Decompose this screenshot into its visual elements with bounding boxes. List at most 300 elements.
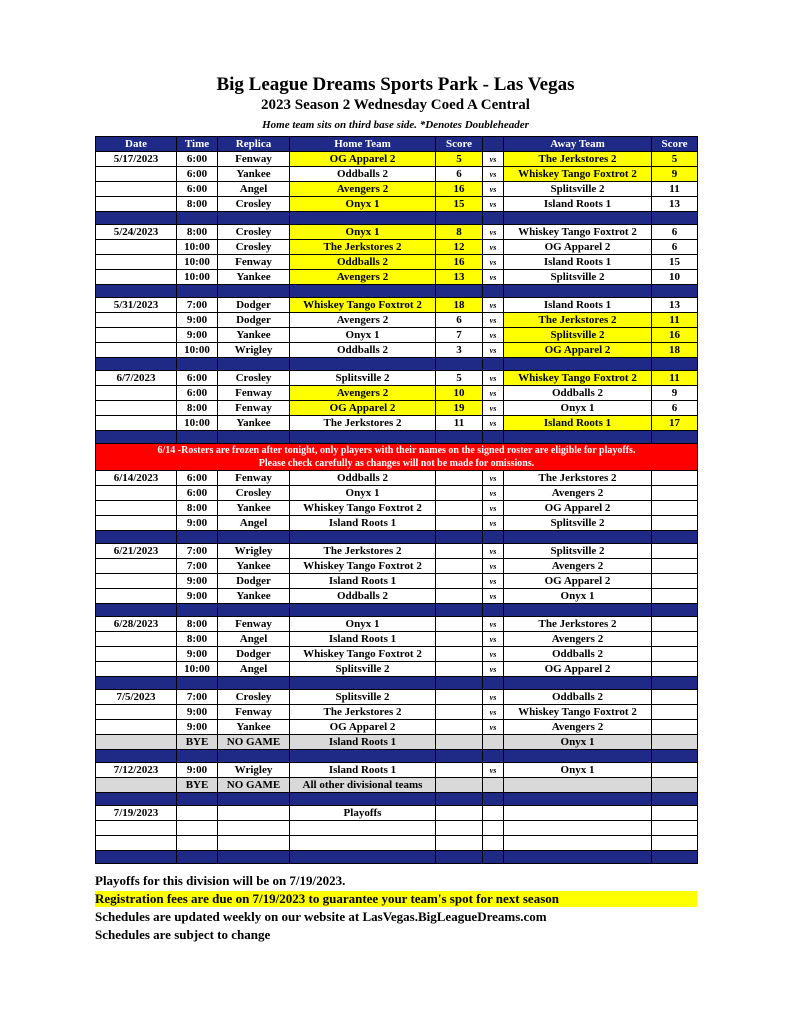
away-team: OG Apparel 2	[504, 343, 652, 358]
game-time: 8:00	[177, 225, 218, 240]
home-score	[436, 690, 483, 705]
separator-cell	[504, 212, 652, 225]
game-row	[96, 501, 698, 516]
game-time: 7:00	[177, 690, 218, 705]
vs-label: vs	[483, 589, 504, 604]
page-subtitle: 2023 Season 2 Wednesday Coed A Central	[261, 97, 530, 113]
empty-cell	[290, 821, 436, 836]
separator-cell	[504, 285, 652, 298]
home-team: Whiskey Tango Foxtrot 2	[290, 298, 436, 313]
vs-label: vs	[483, 401, 504, 416]
vs-label: vs	[483, 225, 504, 240]
away-team: The Jerkstores 2	[504, 617, 652, 632]
away-team: Whiskey Tango Foxtrot 2	[504, 705, 652, 720]
separator-cell	[652, 212, 698, 225]
home-team: Splitsville 2	[290, 662, 436, 677]
home-score: 7	[436, 328, 483, 343]
game-row	[96, 763, 698, 778]
away-team: Splitsville 2	[504, 328, 652, 343]
home-score: 5	[436, 371, 483, 386]
separator-cell	[504, 750, 652, 763]
game-row	[96, 416, 698, 431]
empty-cell	[504, 806, 652, 821]
game-row	[96, 371, 698, 386]
home-team: Oddballs 2	[290, 471, 436, 486]
game-date	[96, 662, 177, 677]
game-replica: Angel	[218, 632, 290, 647]
home-team: OG Apparel 2	[290, 401, 436, 416]
separator-cell	[177, 793, 218, 806]
vs-label: vs	[483, 240, 504, 255]
week-separator	[96, 851, 698, 864]
separator-cell	[483, 358, 504, 371]
away-score: 16	[652, 328, 698, 343]
empty-cell	[652, 836, 698, 851]
game-date	[96, 705, 177, 720]
game-date	[96, 343, 177, 358]
game-replica: Wrigley	[218, 763, 290, 778]
game-date	[96, 401, 177, 416]
game-time: 9:00	[177, 574, 218, 589]
bye-home-team: Island Roots 1	[290, 735, 436, 750]
away-score	[652, 574, 698, 589]
home-team: OG Apparel 2	[290, 152, 436, 167]
game-date	[96, 501, 177, 516]
game-date	[96, 386, 177, 401]
separator-cell	[483, 677, 504, 690]
empty-cell	[436, 836, 483, 851]
game-replica: Dodger	[218, 574, 290, 589]
game-date	[96, 197, 177, 212]
vs-label: vs	[483, 471, 504, 486]
home-score	[436, 647, 483, 662]
week-separator	[96, 604, 698, 617]
home-score	[436, 544, 483, 559]
game-date	[96, 486, 177, 501]
vs-label: vs	[483, 690, 504, 705]
home-score: 15	[436, 197, 483, 212]
game-date: 7/19/2023	[96, 806, 177, 821]
separator-cell	[177, 604, 218, 617]
game-replica: Wrigley	[218, 544, 290, 559]
away-score: 6	[652, 240, 698, 255]
game-replica: Dodger	[218, 298, 290, 313]
game-time: 10:00	[177, 343, 218, 358]
separator-cell	[96, 212, 177, 225]
vs-label: vs	[483, 416, 504, 431]
separator-cell	[177, 677, 218, 690]
page-note: Home team sits on third base side. *Denotes Doubleheader	[262, 119, 529, 131]
away-score: 13	[652, 197, 698, 212]
game-replica: Fenway	[218, 255, 290, 270]
separator-cell	[96, 285, 177, 298]
separator-cell	[218, 793, 290, 806]
vs-label: vs	[483, 313, 504, 328]
empty-cell	[177, 836, 218, 851]
game-date: 5/31/2023	[96, 298, 177, 313]
game-date: 6/7/2023	[96, 371, 177, 386]
bye-row	[96, 735, 698, 750]
home-team: Oddballs 2	[290, 167, 436, 182]
notice-line-1: 6/14 -Rosters are frozen after tonight, only players with their names on the signed roster are eligible for playoffs.	[157, 445, 636, 456]
game-time: 8:00	[177, 401, 218, 416]
home-score: 16	[436, 182, 483, 197]
game-time: 9:00	[177, 720, 218, 735]
game-time: 9:00	[177, 647, 218, 662]
game-date	[96, 574, 177, 589]
separator-cell	[436, 531, 483, 544]
game-date	[96, 735, 177, 750]
game-replica: Fenway	[218, 705, 290, 720]
empty-cell	[436, 778, 483, 793]
home-score	[436, 559, 483, 574]
game-replica: Crosley	[218, 486, 290, 501]
home-score	[436, 574, 483, 589]
away-team: Island Roots 1	[504, 298, 652, 313]
separator-cell	[652, 604, 698, 617]
game-row	[96, 705, 698, 720]
home-team: The Jerkstores 2	[290, 544, 436, 559]
home-team: Island Roots 1	[290, 574, 436, 589]
game-time: 8:00	[177, 632, 218, 647]
game-replica: Fenway	[218, 471, 290, 486]
separator-cell	[96, 604, 177, 617]
game-row	[96, 167, 698, 182]
playoffs-label: Playoffs	[290, 806, 436, 821]
game-replica: Crosley	[218, 225, 290, 240]
game-row	[96, 152, 698, 167]
separator-cell	[290, 285, 436, 298]
game-time: 6:00	[177, 371, 218, 386]
home-team: Whiskey Tango Foxtrot 2	[290, 559, 436, 574]
game-time: 6:00	[177, 486, 218, 501]
game-replica: Fenway	[218, 386, 290, 401]
vs-label: vs	[483, 197, 504, 212]
away-score: 11	[652, 182, 698, 197]
separator-cell	[218, 285, 290, 298]
vs-label: vs	[483, 486, 504, 501]
game-replica: Crosley	[218, 690, 290, 705]
game-time: 10:00	[177, 270, 218, 285]
away-team: Whiskey Tango Foxtrot 2	[504, 225, 652, 240]
away-team: Avengers 2	[504, 720, 652, 735]
game-row	[96, 589, 698, 604]
separator-cell	[177, 431, 218, 444]
game-time: 9:00	[177, 328, 218, 343]
game-replica: Fenway	[218, 152, 290, 167]
footer-registration-note: Registration fees are due on 7/19/2023 to guarantee your team's spot for next season	[95, 891, 697, 907]
away-team: OG Apparel 2	[504, 501, 652, 516]
col-date: Date	[96, 137, 177, 152]
away-team: Whiskey Tango Foxtrot 2	[504, 371, 652, 386]
game-date	[96, 167, 177, 182]
separator-cell	[218, 431, 290, 444]
separator-cell	[652, 431, 698, 444]
schedule-table	[95, 136, 698, 864]
separator-cell	[177, 750, 218, 763]
game-date	[96, 632, 177, 647]
home-team: Splitsville 2	[290, 690, 436, 705]
playoff-row	[96, 806, 698, 821]
separator-cell	[218, 604, 290, 617]
vs-label: vs	[483, 516, 504, 531]
game-date: 7/5/2023	[96, 690, 177, 705]
col-home-team: Home Team	[290, 137, 436, 152]
game-time: 6:00	[177, 386, 218, 401]
empty-cell	[177, 806, 218, 821]
home-team: Whiskey Tango Foxtrot 2	[290, 647, 436, 662]
home-team: Splitsville 2	[290, 371, 436, 386]
bye-label: BYE	[177, 778, 218, 793]
home-score	[436, 705, 483, 720]
roster-freeze-notice	[96, 444, 698, 471]
separator-cell	[96, 851, 177, 864]
game-time: 6:00	[177, 152, 218, 167]
home-team: Island Roots 1	[290, 632, 436, 647]
home-score	[436, 589, 483, 604]
vs-label: vs	[483, 270, 504, 285]
col-home-score: Score	[436, 137, 483, 152]
game-date	[96, 720, 177, 735]
game-row	[96, 662, 698, 677]
away-score: 6	[652, 225, 698, 240]
away-team: Avengers 2	[504, 559, 652, 574]
away-team: Whiskey Tango Foxtrot 2	[504, 167, 652, 182]
game-time: 7:00	[177, 298, 218, 313]
away-team: Avengers 2	[504, 486, 652, 501]
home-team: Onyx 1	[290, 197, 436, 212]
home-team: Avengers 2	[290, 313, 436, 328]
separator-cell	[436, 431, 483, 444]
away-score: 17	[652, 416, 698, 431]
separator-cell	[218, 851, 290, 864]
away-score	[652, 544, 698, 559]
separator-cell	[483, 212, 504, 225]
page-title: Big League Dreams Sports Park - Las Vegas	[216, 74, 575, 95]
away-team: Splitsville 2	[504, 516, 652, 531]
vs-label: vs	[483, 298, 504, 313]
game-row	[96, 574, 698, 589]
separator-cell	[483, 285, 504, 298]
home-team: Onyx 1	[290, 486, 436, 501]
separator-cell	[652, 677, 698, 690]
separator-cell	[96, 793, 177, 806]
home-score	[436, 516, 483, 531]
game-date: 6/28/2023	[96, 617, 177, 632]
game-date: 7/12/2023	[96, 763, 177, 778]
game-time: 9:00	[177, 516, 218, 531]
empty-cell	[652, 778, 698, 793]
vs-label: vs	[483, 632, 504, 647]
game-replica: Angel	[218, 182, 290, 197]
week-separator	[96, 212, 698, 225]
vs-label: vs	[483, 617, 504, 632]
vs-label: vs	[483, 720, 504, 735]
away-team: Oddballs 2	[504, 647, 652, 662]
vs-label: vs	[483, 328, 504, 343]
game-replica: Yankee	[218, 559, 290, 574]
game-row	[96, 632, 698, 647]
away-team: Island Roots 1	[504, 255, 652, 270]
game-date	[96, 416, 177, 431]
game-date: 5/17/2023	[96, 152, 177, 167]
game-date	[96, 182, 177, 197]
empty-cell	[436, 806, 483, 821]
away-score	[652, 471, 698, 486]
week-separator	[96, 793, 698, 806]
separator-cell	[436, 851, 483, 864]
footer-playoffs-note: Playoffs for this division will be on 7/19/2023.	[95, 873, 346, 888]
separator-cell	[218, 358, 290, 371]
away-score	[652, 647, 698, 662]
empty-cell	[483, 778, 504, 793]
away-score: 5	[652, 152, 698, 167]
separator-cell	[436, 677, 483, 690]
empty-cell	[436, 735, 483, 750]
home-score	[436, 617, 483, 632]
game-date	[96, 516, 177, 531]
separator-cell	[290, 677, 436, 690]
separator-cell	[504, 531, 652, 544]
away-score	[652, 486, 698, 501]
vs-label: vs	[483, 501, 504, 516]
blank-row	[96, 821, 698, 836]
empty-cell	[652, 735, 698, 750]
empty-cell	[652, 821, 698, 836]
vs-label: vs	[483, 167, 504, 182]
away-score	[652, 589, 698, 604]
home-team: The Jerkstores 2	[290, 705, 436, 720]
separator-cell	[436, 604, 483, 617]
home-team: Onyx 1	[290, 328, 436, 343]
game-replica: Dodger	[218, 647, 290, 662]
empty-cell	[483, 735, 504, 750]
schedule-body	[96, 152, 698, 864]
separator-cell	[504, 358, 652, 371]
game-time: 8:00	[177, 197, 218, 212]
game-replica: Yankee	[218, 720, 290, 735]
separator-cell	[177, 531, 218, 544]
vs-label: vs	[483, 255, 504, 270]
game-replica: Yankee	[218, 167, 290, 182]
home-team: Island Roots 1	[290, 763, 436, 778]
game-time: 10:00	[177, 240, 218, 255]
away-team: The Jerkstores 2	[504, 471, 652, 486]
away-team: Onyx 1	[504, 589, 652, 604]
game-replica: Crosley	[218, 240, 290, 255]
separator-cell	[436, 793, 483, 806]
game-date	[96, 270, 177, 285]
separator-cell	[177, 358, 218, 371]
table-header-row	[96, 137, 698, 152]
separator-cell	[290, 750, 436, 763]
game-row	[96, 313, 698, 328]
away-team: Splitsville 2	[504, 270, 652, 285]
game-row	[96, 328, 698, 343]
game-replica: Dodger	[218, 313, 290, 328]
empty-cell	[96, 821, 177, 836]
game-time: 8:00	[177, 501, 218, 516]
separator-cell	[483, 750, 504, 763]
no-game-label: NO GAME	[218, 735, 290, 750]
col-away-team: Away Team	[504, 137, 652, 152]
game-row	[96, 544, 698, 559]
game-time: 10:00	[177, 416, 218, 431]
home-team: Avengers 2	[290, 182, 436, 197]
away-team: OG Apparel 2	[504, 574, 652, 589]
game-time: 7:00	[177, 544, 218, 559]
away-team: Oddballs 2	[504, 690, 652, 705]
game-replica: Fenway	[218, 401, 290, 416]
separator-cell	[177, 851, 218, 864]
bye-away-team: Onyx 1	[504, 735, 652, 750]
game-date	[96, 255, 177, 270]
away-team: Island Roots 1	[504, 197, 652, 212]
home-score	[436, 471, 483, 486]
game-time: 8:00	[177, 617, 218, 632]
separator-cell	[218, 212, 290, 225]
footer-change-note: Schedules are subject to change	[95, 927, 271, 942]
game-replica: Yankee	[218, 270, 290, 285]
game-row	[96, 298, 698, 313]
separator-cell	[96, 358, 177, 371]
separator-cell	[504, 431, 652, 444]
vs-label: vs	[483, 343, 504, 358]
game-row	[96, 197, 698, 212]
home-score: 6	[436, 313, 483, 328]
game-date	[96, 313, 177, 328]
game-row	[96, 486, 698, 501]
away-team: Splitsville 2	[504, 544, 652, 559]
away-team: Onyx 1	[504, 401, 652, 416]
game-time: 9:00	[177, 589, 218, 604]
game-time: 9:00	[177, 763, 218, 778]
game-row	[96, 255, 698, 270]
empty-cell	[652, 806, 698, 821]
game-time: 6:00	[177, 167, 218, 182]
game-replica: Yankee	[218, 501, 290, 516]
separator-cell	[483, 793, 504, 806]
separator-cell	[290, 431, 436, 444]
separator-cell	[436, 285, 483, 298]
empty-cell	[504, 836, 652, 851]
home-team: Oddballs 2	[290, 255, 436, 270]
home-score	[436, 662, 483, 677]
empty-cell	[483, 836, 504, 851]
home-score: 18	[436, 298, 483, 313]
game-row	[96, 690, 698, 705]
game-row	[96, 471, 698, 486]
away-score	[652, 763, 698, 778]
game-time: 7:00	[177, 559, 218, 574]
home-score: 10	[436, 386, 483, 401]
away-team: The Jerkstores 2	[504, 152, 652, 167]
vs-label: vs	[483, 574, 504, 589]
separator-cell	[436, 750, 483, 763]
empty-cell	[96, 836, 177, 851]
game-row	[96, 343, 698, 358]
home-team: Whiskey Tango Foxtrot 2	[290, 501, 436, 516]
game-replica: Fenway	[218, 617, 290, 632]
separator-cell	[96, 750, 177, 763]
home-team: Avengers 2	[290, 386, 436, 401]
bye-home-team: All other divisional teams	[290, 778, 436, 793]
game-date	[96, 328, 177, 343]
home-team: Oddballs 2	[290, 343, 436, 358]
away-score	[652, 720, 698, 735]
vs-label: vs	[483, 182, 504, 197]
away-score	[652, 559, 698, 574]
